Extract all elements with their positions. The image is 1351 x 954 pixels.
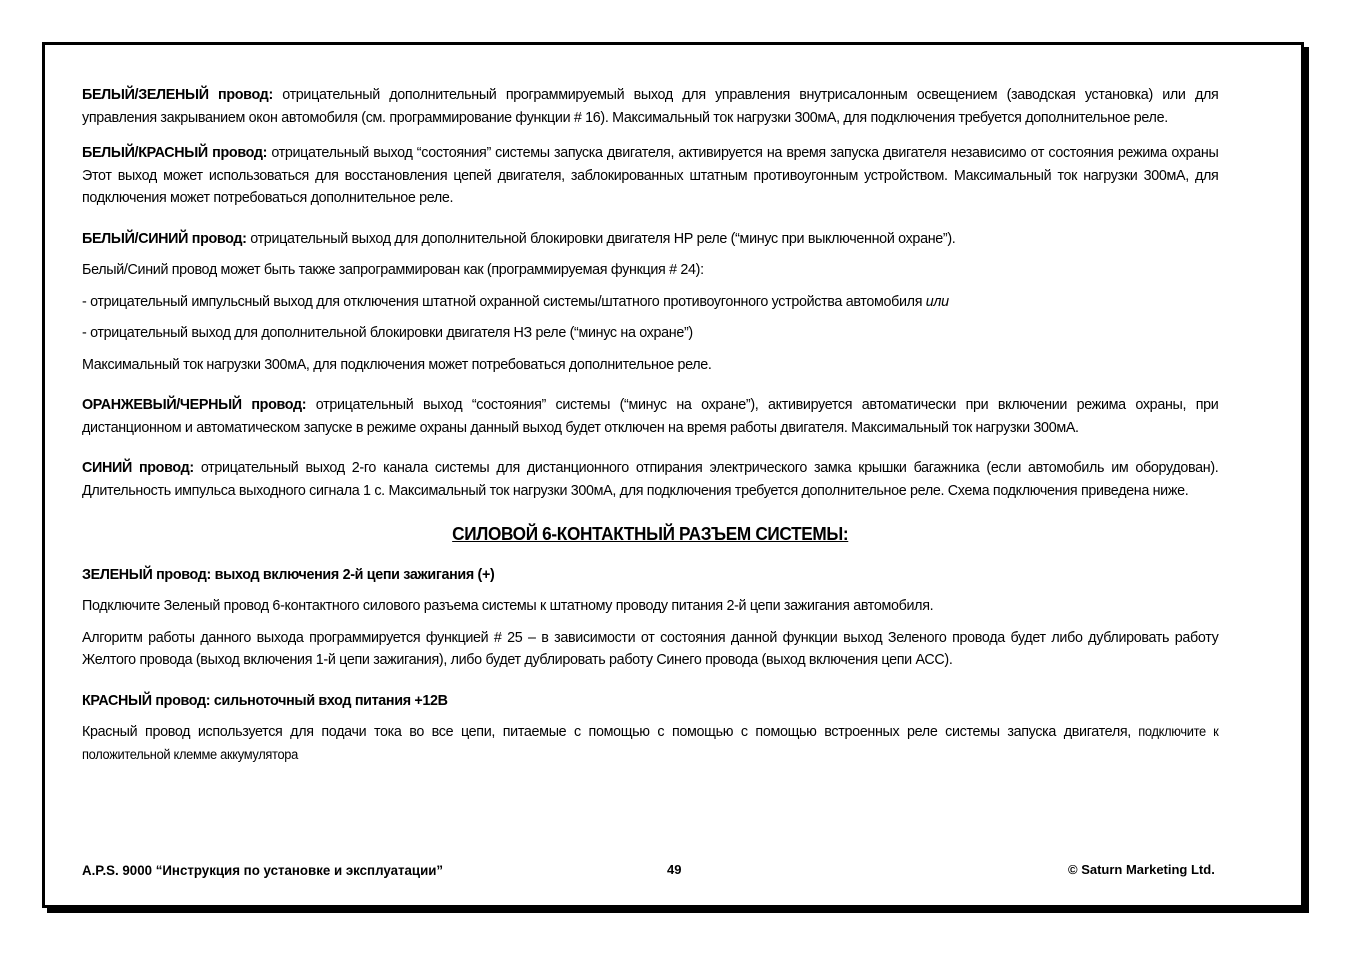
wire-label: ОРАНЖЕВЫЙ/ЧЕРНЫЙ провод: — [82, 396, 307, 413]
red-wire-description: Красный провод используется для подачи тока во все цепи, питаемые с помощью с помощью с помощью встроенных реле системы запуска двигателя, — [82, 723, 1131, 740]
wire-label: БЕЛЫЙ/ЗЕЛЕНЫЙ провод: — [82, 86, 273, 103]
page-number: 49 — [667, 862, 682, 877]
wire-description: отрицательный дополнительный программируемый выход для управления внутрисалонным освещением (заводская установка) или для управления закрыванием окон автомобиля (см. программирование функции # 16). Максимальный ток нагрузки 300мА, для подключения требуется дополнительное реле. — [82, 86, 1219, 126]
wire-description: отрицательный выход “состояния” системы (“минус на охране”), активируется автоматически при включении режима охраны, при дистанционном и автоматическом запуске в режиме охраны данный выход будет отключен на время работы двигателя. Максимальный ток нагрузки 300мА. — [82, 396, 1219, 436]
option-conjunction: или — [925, 292, 949, 310]
option-text: - отрицательный импульсный выход для отключения штатной охранной системы/штатного противоугонного устройства автомобиля — [82, 292, 926, 310]
wire-description: отрицательный выход 2-го канала системы для дистанционного отпирания электрического замка крышки багажника (если автомобиль им оборудован). Длительность импульса выходного сигнала 1 с. Максимальный ток нагрузки 300мА, для подключения требуется дополнительное реле. Схема подключения приведена ниже. — [82, 459, 1219, 499]
paragraph-blue — [82, 457, 1218, 502]
wire-description: отрицательный выход “состояния” системы запуска двигателя, активируется на время запуска двигателя независимо от состояния режима охраны Этот выход может использоваться для восстановления цепей двигателя, заблокированных штатным противоугонным устройством. Максимальный ток нагрузки 300мА, для подключения может потребоваться дополнительное реле. — [82, 144, 1219, 206]
wire-heading: ЗЕЛЕНЫЙ провод: выход включения 2-й цепи зажигания (+) — [82, 565, 495, 583]
wire-label: СИНИЙ провод: — [82, 459, 194, 476]
green-wire-text-2: Алгоритм работы данного выхода программируется функцией # 25 – в зависимости от состояния данной функции выход Зеленого провода будет либо дублировать работу Желтого провода (выход включения 1-й цепи зажигания), либо будет дублировать работу Синего провода (выход включения цепи АСС). — [82, 628, 1219, 668]
red-wire-heading — [82, 690, 1218, 713]
paragraph-white-blue — [82, 228, 1218, 251]
paragraph-white-green — [82, 84, 1218, 129]
document-body — [82, 84, 1218, 766]
footer-document-title: A.P.S. 9000 “Инструкция по установке и эксплуатации” — [82, 862, 444, 878]
red-wire-description-small: подключите к положительной клемме аккумулятора — [82, 724, 1219, 762]
white-blue-programming-note: Белый/Синий провод может быть также запрограммирован как (программируемая функция # 24): — [82, 261, 704, 278]
wire-label: БЕЛЫЙ/КРАСНЫЙ провод: — [82, 144, 268, 161]
green-wire-heading — [82, 564, 1218, 587]
red-wire-text — [82, 721, 1218, 766]
white-blue-max-current: Максимальный ток нагрузки 300мА, для подключения может потребоваться дополнительное реле. — [82, 355, 712, 373]
paragraph-white-red — [82, 142, 1218, 210]
paragraph-orange-black — [82, 394, 1218, 439]
white-blue-option-2: - отрицательный выход для дополнительной блокировки двигателя НЗ реле (“минус на охране”) — [82, 324, 693, 341]
wire-label: БЕЛЫЙ/СИНИЙ провод: — [82, 229, 247, 247]
section-title: СИЛОВОЙ 6-КОНТАКТНЫЙ РАЗЪЕМ СИСТЕМЫ: — [452, 524, 849, 544]
wire-heading: КРАСНЫЙ провод: сильноточный вход питания +12В — [82, 691, 448, 709]
green-wire-text-1: Подключите Зеленый провод 6-контактного силового разъема системы к штатному проводу питания 2-й цепи зажигания автомобиля. — [82, 597, 934, 614]
white-blue-option-1 — [82, 291, 1218, 314]
wire-description: отрицательный выход для дополнительной блокировки двигателя НР реле (“минус при выключенной охране”). — [246, 229, 956, 247]
footer-copyright: © Saturn Marketing Ltd. — [1068, 862, 1215, 877]
